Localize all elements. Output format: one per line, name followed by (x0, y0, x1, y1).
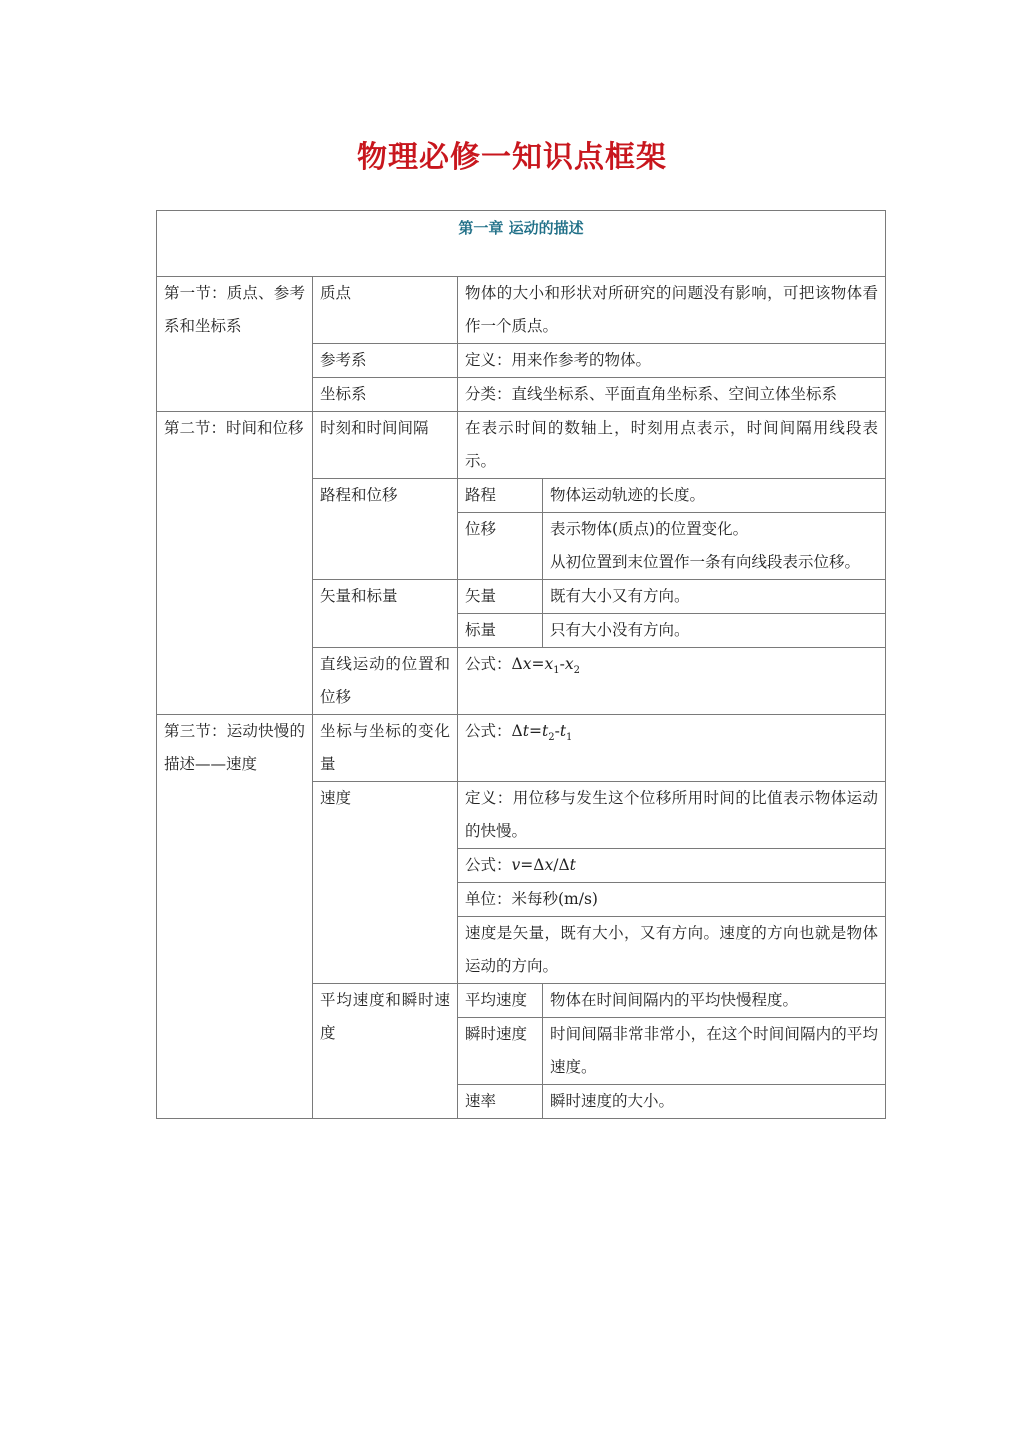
sub-term: 标量 (458, 614, 543, 648)
formula: $\Delta t=t_2-t_1$ (511, 722, 573, 744)
formula: v=Δx/Δt (511, 856, 576, 874)
knowledge-table (156, 210, 886, 1119)
topic-desc: 物体的大小和形状对所研究的问题没有影响，可把该物体看作一个质点。 (458, 277, 886, 344)
topic-desc: 单位：米每秒(m/s) (458, 883, 886, 917)
formula-prefix: 公式： (465, 722, 512, 740)
sub-desc: 物体运动轨迹的长度。 (543, 479, 886, 513)
section-name: 第一节：质点、参考系和坐标系 (157, 277, 313, 412)
sub-term: 路程 (458, 479, 543, 513)
sub-term: 矢量 (458, 580, 543, 614)
topic-term: 坐标系 (313, 378, 458, 412)
table-row (157, 715, 886, 782)
topic-desc: 定义：用来作参考的物体。 (458, 344, 886, 378)
table-row (157, 277, 886, 344)
topic-desc (458, 715, 886, 782)
topic-desc: 速度是矢量，既有大小，又有方向。速度的方向也就是物体运动的方向。 (458, 917, 886, 984)
topic-term: 路程和位移 (313, 479, 458, 580)
topic-term: 时刻和时间间隔 (313, 412, 458, 479)
chapter-heading: 第一章 运动的描述 (157, 211, 886, 277)
section-name: 第二节：时间和位移 (157, 412, 313, 715)
topic-desc: 定义：用位移与发生这个位移所用时间的比值表示物体运动的快慢。 (458, 782, 886, 849)
formula: $\Delta x=x_1-x_2$ (511, 655, 580, 677)
sub-desc: 瞬时速度的大小。 (543, 1085, 886, 1119)
topic-term: 速度 (313, 782, 458, 984)
sub-desc: 时间间隔非常非常小，在这个时间间隔内的平均速度。 (543, 1018, 886, 1085)
sub-term: 平均速度 (458, 984, 543, 1018)
sub-desc-line: 从初位置到末位置作一条有向线段表示位移。 (550, 553, 861, 571)
topic-desc: 在表示时间的数轴上，时刻用点表示，时间间隔用线段表示。 (458, 412, 886, 479)
topic-desc (458, 648, 886, 715)
table-row (157, 412, 886, 479)
topic-term: 质点 (313, 277, 458, 344)
sub-term: 瞬时速度 (458, 1018, 543, 1085)
topic-term: 直线运动的位置和位移 (313, 648, 458, 715)
sub-desc: 物体在时间间隔内的平均快慢程度。 (543, 984, 886, 1018)
formula-prefix: 公式： (465, 856, 512, 874)
sub-desc (543, 513, 886, 580)
sub-term: 速率 (458, 1085, 543, 1119)
sub-desc: 既有大小又有方向。 (543, 580, 886, 614)
topic-desc (458, 849, 886, 883)
topic-desc: 分类：直线坐标系、平面直角坐标系、空间立体坐标系 (458, 378, 886, 412)
formula-prefix: 公式： (465, 655, 512, 673)
topic-term: 矢量和标量 (313, 580, 458, 648)
topic-term: 坐标与坐标的变化量 (313, 715, 458, 782)
chapter-row (157, 211, 886, 277)
sub-desc: 只有大小没有方向。 (543, 614, 886, 648)
section-name: 第三节：运动快慢的描述——速度 (157, 715, 313, 1119)
sub-desc-line: 表示物体(质点)的位置变化。 (550, 520, 749, 538)
topic-term: 参考系 (313, 344, 458, 378)
sub-term: 位移 (458, 513, 543, 580)
page-title: 物理必修一知识点框架 (357, 140, 667, 175)
topic-term: 平均速度和瞬时速度 (313, 984, 458, 1119)
